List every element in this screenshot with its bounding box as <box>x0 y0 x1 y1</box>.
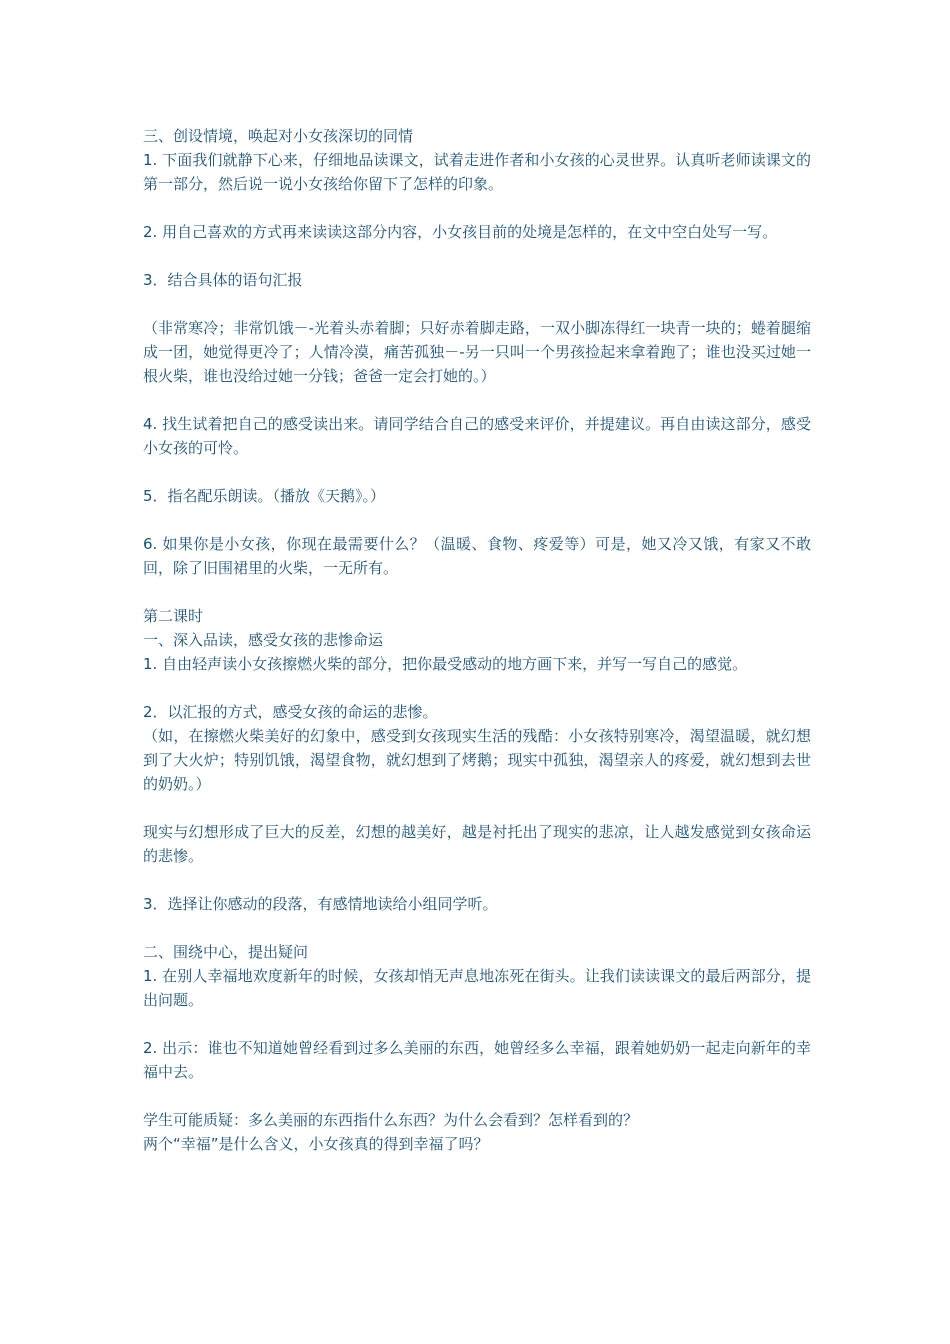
blank-line <box>143 580 811 604</box>
blank-line <box>143 388 811 412</box>
blank-line <box>143 292 811 316</box>
paragraph: 4. 找生试着把自己的感受读出来。请同学结合自己的感受来评价，并提建议。再自由读这部分，感受小女孩的可怜。 <box>143 415 811 457</box>
section-heading: 三、创设情境，唤起对小女孩深切的同情 <box>143 127 414 145</box>
blank-line <box>143 460 811 484</box>
paragraph: 2. 出示：谁也不知道她曾经看到过多么美丽的东西，她曾经多么幸福，跟着她奶奶一起走向新年的幸福中去。 <box>143 1039 811 1081</box>
paragraph: 2．以汇报的方式，感受女孩的命运的悲惨。 <box>143 703 438 721</box>
blank-line <box>143 796 811 820</box>
paragraph: 现实与幻想形成了巨大的反差，幻想的越美好，越是衬托出了现实的悲凉，让人越发感觉到女孩命运的悲惨。 <box>143 823 811 865</box>
blank-line <box>143 508 811 532</box>
blank-line <box>143 916 811 940</box>
document-page <box>143 124 811 1156</box>
blank-line <box>143 244 811 268</box>
blank-line <box>143 196 811 220</box>
lesson-heading: 第二课时 <box>143 607 204 625</box>
blank-line <box>143 1084 811 1108</box>
blank-line <box>143 676 811 700</box>
paragraph: 学生可能质疑：多么美丽的东西指什么东西？为什么会看到？怎样看到的？ <box>143 1111 639 1129</box>
paragraph: 3．结合具体的语句汇报 <box>143 271 303 289</box>
paragraph: 6. 如果你是小女孩，你现在最需要什么？（温暖、食物、疼爱等）可是，她又冷又饿，有家又不敢回，除了旧围裙里的火柴，一无所有。 <box>143 535 811 577</box>
paragraph: （如，在擦燃火柴美好的幻象中，感受到女孩现实生活的残酷：小女孩特别寒冷，渴望温暖，就幻想到了大火炉；特别饥饿，渴望食物，就幻想到了烤鹅；现实中孤独，渴望亲人的疼爱，就幻想到去世的奶奶。） <box>143 727 811 793</box>
paragraph: 3．选择让你感动的段落，有感情地读给小组同学听。 <box>143 895 498 913</box>
paragraph: （非常寒冷；非常饥饿－-光着头赤着脚；只好赤着脚走路，一双小脚冻得红一块青一块的；蜷着腿缩成一团，她觉得更冷了；人情冷漠，痛苦孤独－-另一只叫一个男孩捡起来拿着跑了；谁也没买过她一根火柴，谁也没给过她一分钱；爸爸一定会打她的。） <box>143 319 811 385</box>
paragraph: 两个“幸福”是什么含义，小女孩真的得到幸福了吗？ <box>143 1135 489 1153</box>
paragraph: 1. 在别人幸福地欢度新年的时候，女孩却悄无声息地冻死在街头。让我们读读课文的最后两部分，提出问题。 <box>143 967 811 1009</box>
blank-line <box>143 1012 811 1036</box>
paragraph: 1. 下面我们就静下心来，仔细地品读课文，试着走进作者和小女孩的心灵世界。认真听老师读课文的第一部分，然后说一说小女孩给你留下了怎样的印象。 <box>143 151 811 193</box>
paragraph: 2. 用自己喜欢的方式再来读读这部分内容，小女孩目前的处境是怎样的，在文中空白处写一写。 <box>143 223 778 241</box>
paragraph: 1. 自由轻声读小女孩擦燃火柴的部分，把你最受感动的地方画下来，并写一写自己的感觉。 <box>143 655 748 673</box>
section-heading: 一、深入品读，感受女孩的悲惨命运 <box>143 631 384 649</box>
section-heading: 二、围绕中心，提出疑问 <box>143 943 309 961</box>
blank-line <box>143 868 811 892</box>
paragraph: 5．指名配乐朗读。（播放《天鹅》。） <box>143 487 386 505</box>
